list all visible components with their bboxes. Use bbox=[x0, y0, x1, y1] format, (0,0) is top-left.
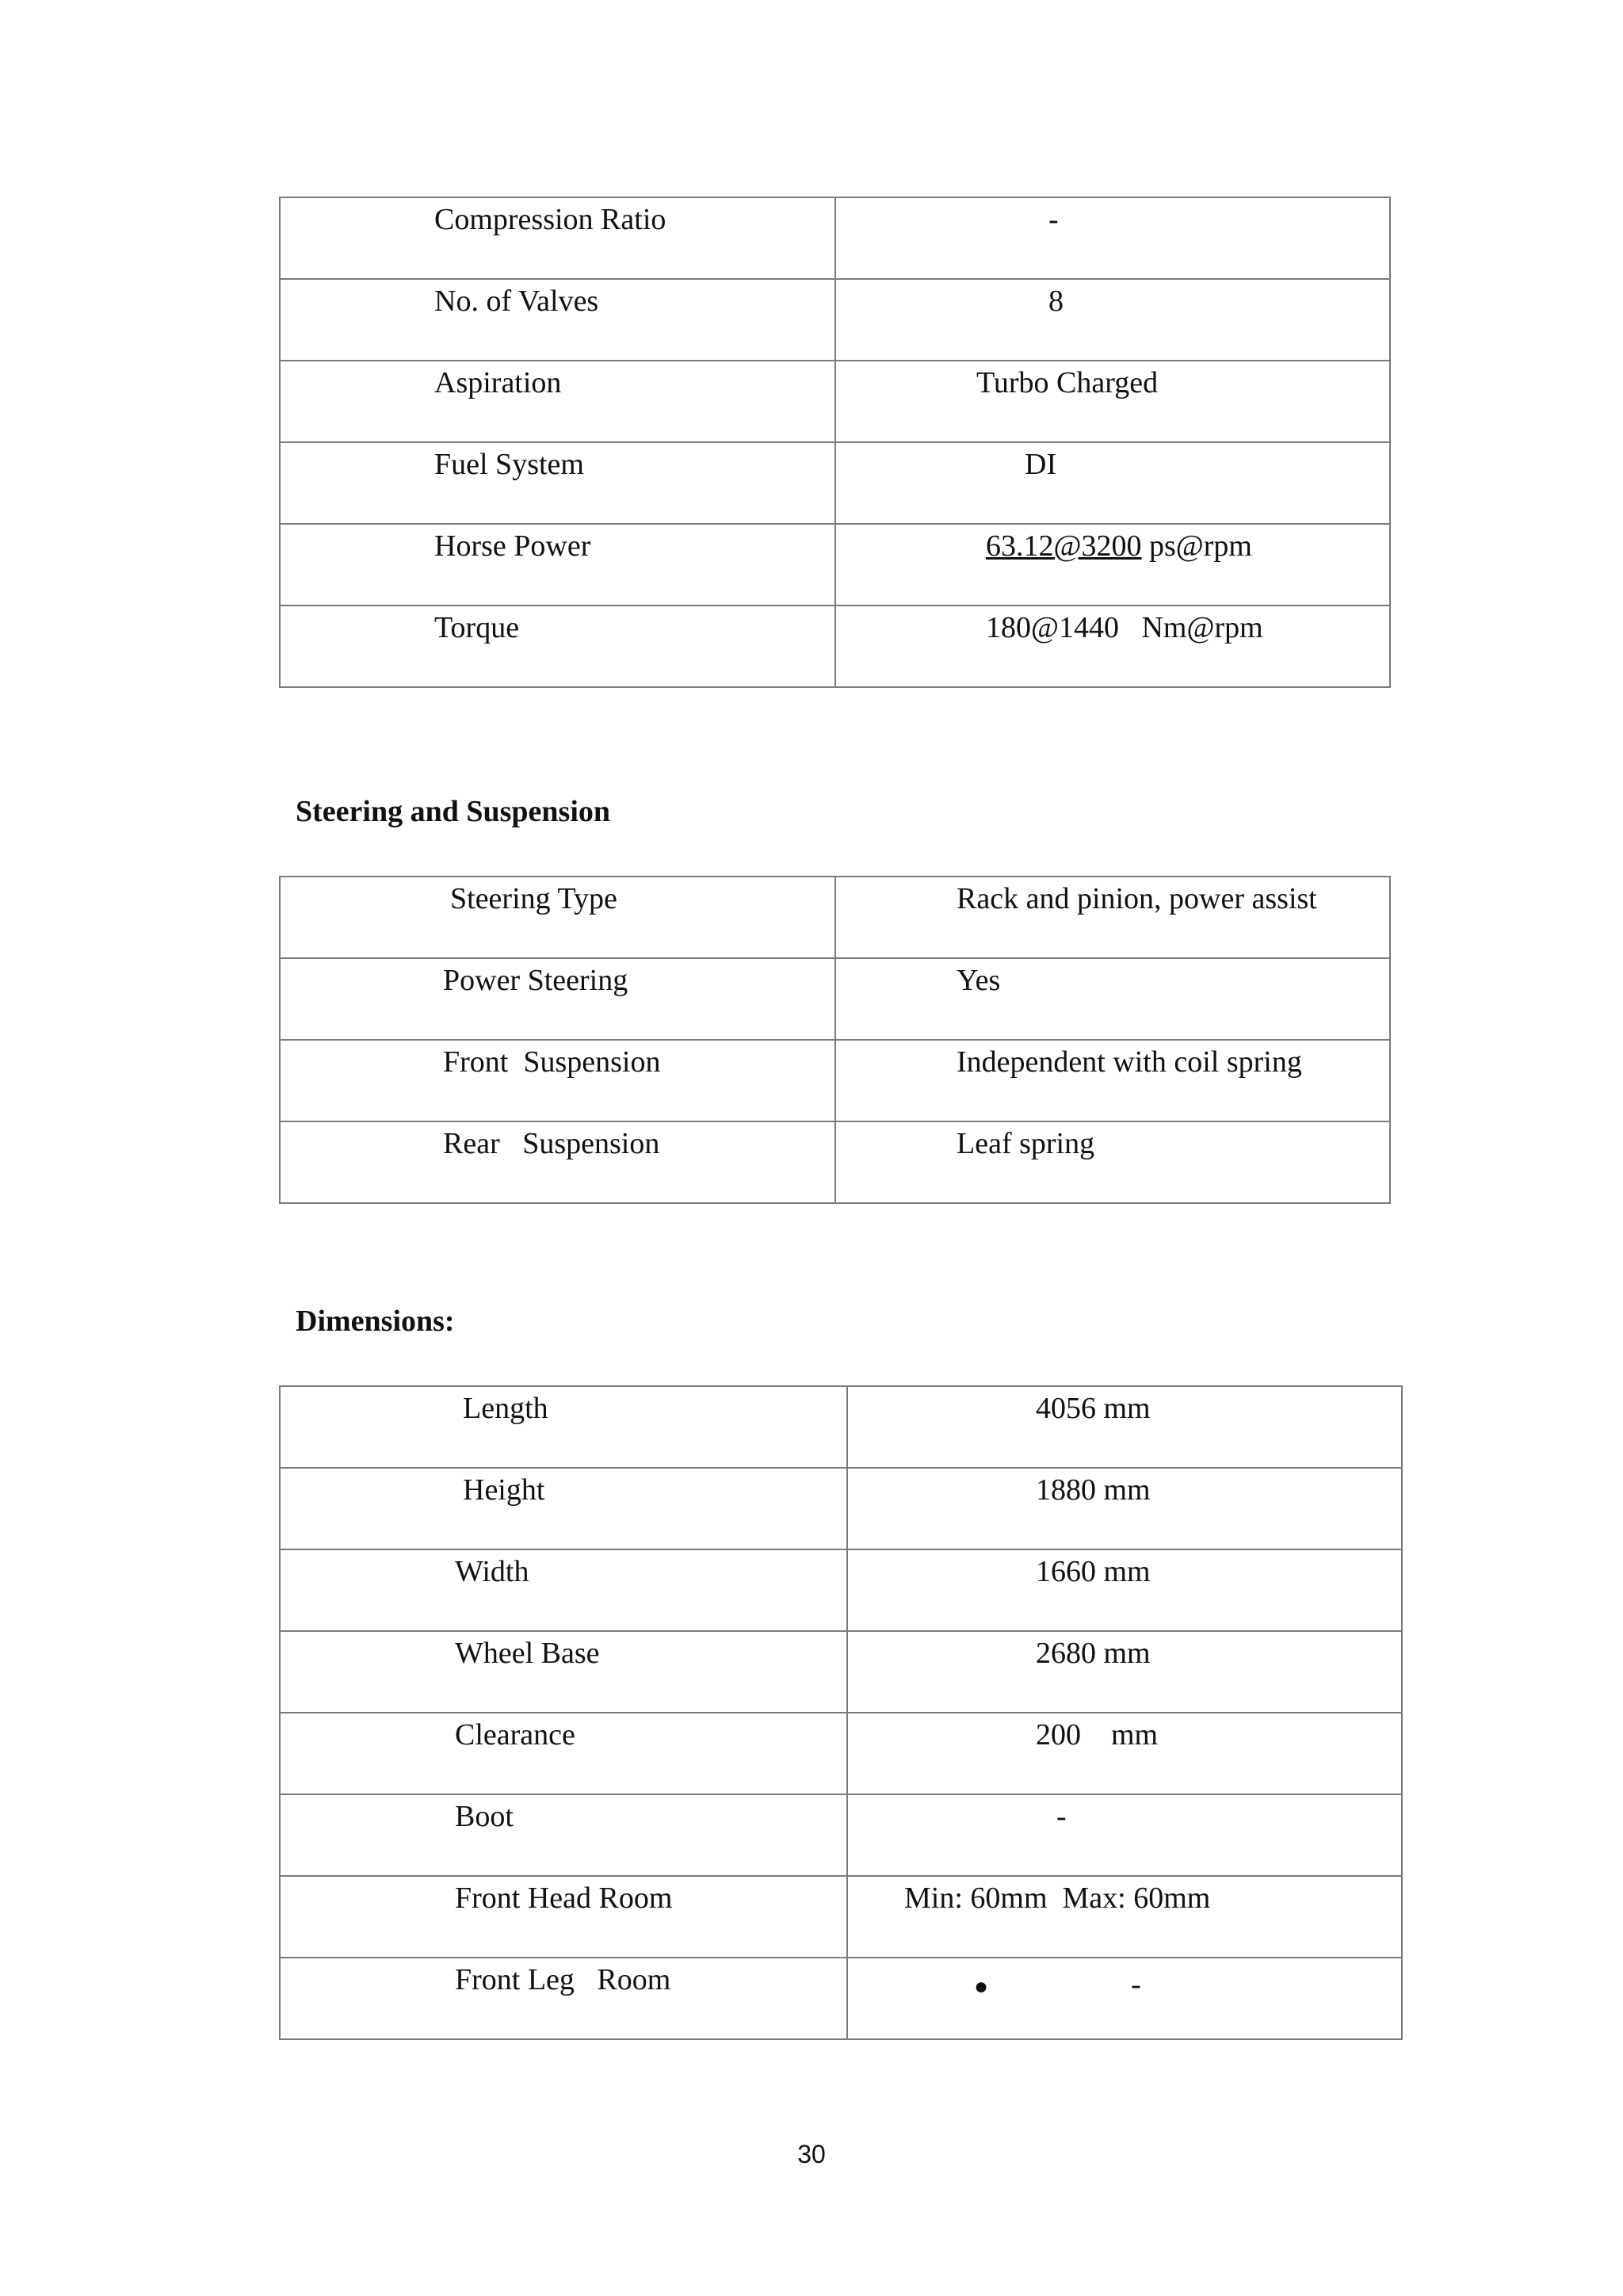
spec-label: Horse Power bbox=[434, 529, 591, 563]
spec-label-cell bbox=[280, 197, 835, 279]
spec-label: Steering Type bbox=[450, 882, 617, 915]
steering-spec-table bbox=[279, 876, 1391, 1204]
section-heading-dimensions: Dimensions: bbox=[296, 1305, 455, 1338]
spec-label-cell bbox=[280, 1876, 847, 1958]
spec-label-cell bbox=[280, 877, 835, 958]
table-row bbox=[280, 279, 1390, 361]
spec-label: Fuel System bbox=[434, 448, 584, 481]
table-row bbox=[280, 1958, 1402, 2039]
table-row bbox=[280, 1468, 1402, 1549]
table-row bbox=[280, 958, 1390, 1040]
spec-label: Power Steering bbox=[443, 964, 628, 997]
spec-label: Front Suspension bbox=[443, 1045, 661, 1079]
table-row bbox=[280, 1040, 1390, 1121]
spec-value-cell bbox=[847, 1631, 1402, 1713]
spec-value-cell bbox=[835, 442, 1390, 524]
table-row bbox=[280, 1876, 1402, 1958]
spec-value: 1660 mm bbox=[1036, 1555, 1151, 1588]
spec-value-cell bbox=[835, 1121, 1390, 1203]
spec-value-cell bbox=[835, 877, 1390, 958]
engine-spec-table bbox=[279, 197, 1391, 688]
spec-value-cell bbox=[847, 1549, 1402, 1631]
table-row bbox=[280, 1794, 1402, 1876]
spec-value: Rack and pinion, power assist bbox=[957, 882, 1317, 915]
spec-value-cell bbox=[847, 1713, 1402, 1794]
spec-label: Torque bbox=[434, 611, 520, 644]
spec-label-cell bbox=[280, 1631, 847, 1713]
spec-value-cell bbox=[847, 1794, 1402, 1876]
spec-value-cell bbox=[847, 1958, 1402, 2039]
spec-label-cell bbox=[280, 606, 835, 687]
spec-value-cell bbox=[847, 1386, 1402, 1468]
table-row bbox=[280, 877, 1390, 958]
table-row bbox=[280, 1631, 1402, 1713]
spec-label-cell bbox=[280, 279, 835, 361]
page-number: 30 bbox=[797, 2140, 826, 2168]
spec-label: Compression Ratio bbox=[434, 203, 666, 236]
spec-value: 2680 mm bbox=[1036, 1637, 1151, 1670]
spec-label: Front Head Room bbox=[455, 1881, 673, 1915]
spec-label: Width bbox=[455, 1555, 529, 1588]
spec-label-cell bbox=[280, 1713, 847, 1794]
spec-label-cell bbox=[280, 361, 835, 442]
spec-label-cell bbox=[280, 1121, 835, 1203]
spec-label: Rear Suspension bbox=[443, 1127, 660, 1160]
spec-value bbox=[836, 525, 1389, 561]
spec-value-cell bbox=[835, 361, 1390, 442]
spec-value: - bbox=[1131, 1968, 1141, 2001]
spec-value-cell bbox=[835, 1040, 1390, 1121]
section-heading-steering: Steering and Suspension bbox=[296, 795, 611, 828]
spec-label: Front Leg Room bbox=[455, 1963, 671, 1996]
table-row bbox=[280, 606, 1390, 687]
spec-value-cell bbox=[835, 524, 1390, 606]
spec-value-cell bbox=[835, 197, 1390, 279]
spec-label-cell bbox=[280, 1040, 835, 1121]
spec-value: Turbo Charged bbox=[976, 366, 1159, 399]
table-row bbox=[280, 361, 1390, 442]
dimensions-spec-table bbox=[279, 1385, 1403, 2040]
spec-label-cell bbox=[280, 1794, 847, 1876]
spec-value: 200 mm bbox=[1036, 1718, 1159, 1752]
table-row bbox=[280, 442, 1390, 524]
spec-value: 4056 mm bbox=[1036, 1392, 1151, 1425]
horse-power-link[interactable]: 63.12@3200 bbox=[986, 529, 1142, 563]
spec-value: Min: 60mm Max: 60mm bbox=[904, 1881, 1211, 1915]
table-row bbox=[280, 197, 1390, 279]
spec-label: No. of Valves bbox=[434, 285, 599, 318]
spec-label: Length bbox=[463, 1392, 548, 1425]
spec-label: Aspiration bbox=[434, 366, 562, 399]
spec-value: 8 bbox=[1048, 285, 1064, 318]
spec-value: Independent with coil spring bbox=[957, 1045, 1302, 1079]
spec-label-cell bbox=[280, 1958, 847, 2039]
spec-value: - bbox=[1048, 203, 1059, 236]
bullet-icon: ● bbox=[974, 1973, 989, 2000]
spec-value-cell bbox=[847, 1876, 1402, 1958]
spec-label: Boot bbox=[455, 1800, 514, 1833]
table-row bbox=[280, 1386, 1402, 1468]
spec-value-cell bbox=[847, 1468, 1402, 1549]
spec-label-cell bbox=[280, 524, 835, 606]
spec-value: 180@1440 Nm@rpm bbox=[986, 611, 1263, 644]
spec-label-cell bbox=[280, 958, 835, 1040]
table-row bbox=[280, 1549, 1402, 1631]
spec-value: Leaf spring bbox=[957, 1127, 1095, 1160]
spec-label-cell bbox=[280, 1386, 847, 1468]
table-row bbox=[280, 1121, 1390, 1203]
spec-label: Height bbox=[463, 1473, 545, 1507]
spec-value: 1880 mm bbox=[1036, 1473, 1151, 1507]
spec-value-cell bbox=[835, 279, 1390, 361]
horse-power-unit: ps@rpm bbox=[1141, 529, 1252, 563]
spec-label-cell bbox=[280, 1468, 847, 1549]
spec-label-cell bbox=[280, 442, 835, 524]
spec-label: Wheel Base bbox=[455, 1637, 600, 1670]
spec-label-cell bbox=[280, 1549, 847, 1631]
table-row bbox=[280, 1713, 1402, 1794]
table-row bbox=[280, 524, 1390, 606]
spec-value-cell bbox=[835, 606, 1390, 687]
spec-label: Clearance bbox=[455, 1718, 575, 1752]
spec-value: Yes bbox=[957, 964, 1001, 997]
spec-value-bulleted bbox=[848, 1958, 1401, 2000]
spec-value-cell bbox=[835, 958, 1390, 1040]
spec-value: DI bbox=[1025, 448, 1057, 481]
spec-value: - bbox=[1056, 1800, 1067, 1833]
